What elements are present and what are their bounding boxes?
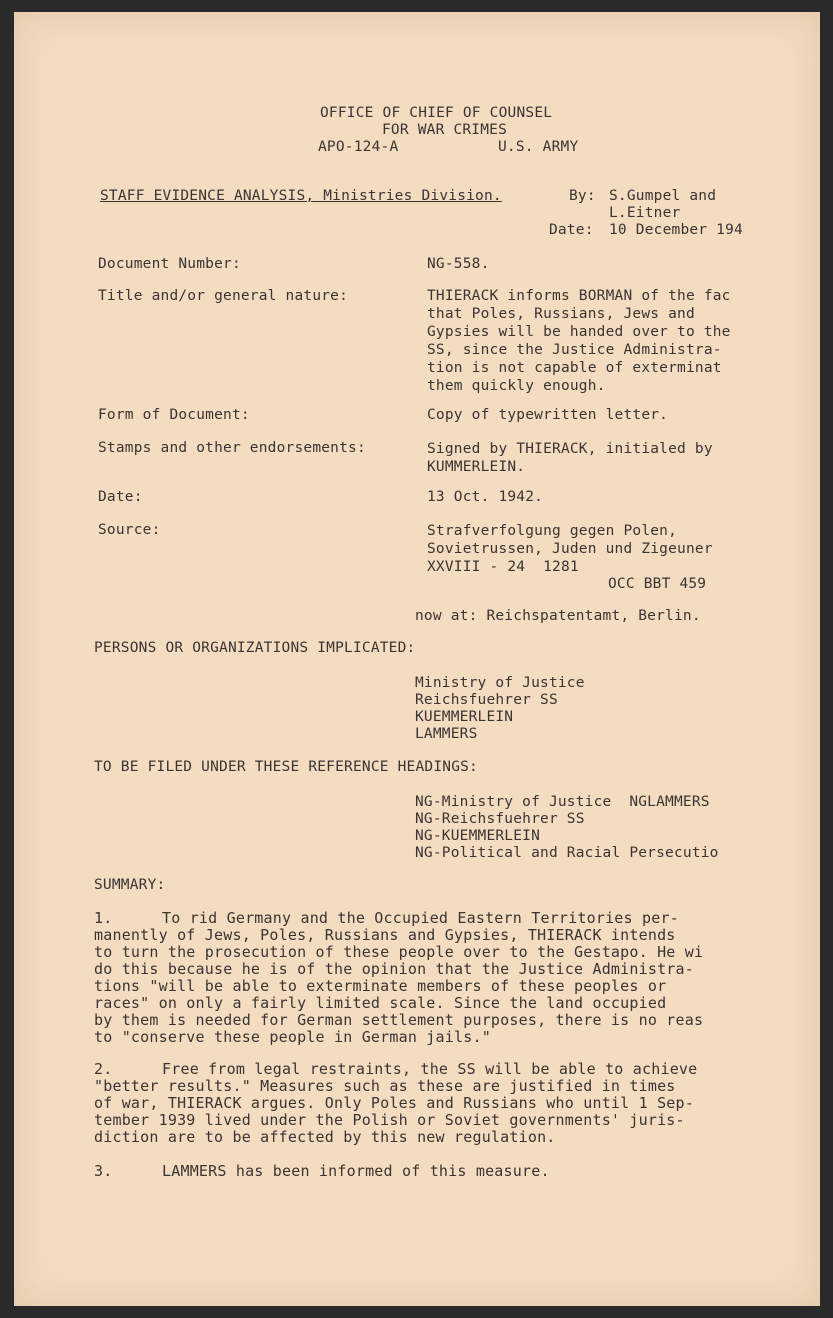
header-army: U.S. ARMY [498,139,579,155]
headings-item: NG-Ministry of Justice NGLAMMERS [415,794,710,810]
persons-heading: PERSONS OR ORGANIZATIONS IMPLICATED: [94,640,416,656]
title-line: Gypsies will be handed over to the [427,324,731,340]
summary-p2-line: "better results." Measures such as these are justified in times [94,1077,676,1095]
persons-item: KUEMMERLEIN [415,709,514,725]
source-occ: OCC BBT 459 [608,576,707,592]
persons-item: Reichsfuehrer SS [415,692,558,708]
doc-number-value: NG-558. [427,256,490,272]
title-line: tion is not capable of exterminat [427,360,722,376]
summary-p1-line: races" on only a fairly limited scale. Since the land occupied [94,994,667,1012]
summary-p2-line: of war, THIERACK argues. Only Poles and Russians who until 1 Sep- [94,1094,694,1112]
summary-p1-line: tions "will be able to exterminate members of these peoples or [94,977,667,995]
summary-p3-number: 3. [94,1162,113,1180]
summary-p3-text: LAMMERS has been informed of this measure. [162,1162,550,1180]
analysis-by-label: By: [569,188,596,204]
summary-p2-line: diction are to be affected by this new regulation. [94,1128,556,1146]
source-line: XXVIII - 24 1281 [427,559,579,575]
headings-heading: TO BE FILED UNDER THESE REFERENCE HEADINGS: [94,759,478,775]
summary-p1-line: do this because he is of the opinion that the Justice Administra- [94,960,694,978]
header-war-crimes: FOR WAR CRIMES [382,122,508,138]
stamps-line: Signed by THIERACK, initialed by [427,441,713,457]
analysis-title: STAFF EVIDENCE ANALYSIS, Ministries Division. [100,188,502,204]
analysis-by-name1: S.Gumpel and [609,188,717,204]
summary-p2-line: Free from legal restraints, the SS will be able to achieve [162,1060,698,1078]
source-line: Strafverfolgung gegen Polen, [427,523,678,539]
headings-item: NG-Reichsfuehrer SS [415,811,585,827]
analysis-date-label: Date: [549,222,594,238]
persons-item: LAMMERS [415,726,478,742]
title-line: THIERACK informs BORMAN of the fac [427,288,731,304]
source-label: Source: [98,522,161,538]
headings-item: NG-Political and Racial Persecutio [415,845,719,861]
summary-heading: SUMMARY: [94,877,166,893]
date-value: 13 Oct. 1942. [427,489,544,505]
summary-p2-line: tember 1939 lived under the Polish or Soviet governments' juris- [94,1111,685,1129]
summary-p1-line: manently of Jews, Poles, Russians and Gypsies, THIERACK intends [94,926,676,944]
title-line: that Poles, Russians, Jews and [427,306,695,322]
title-line: SS, since the Justice Administra- [427,342,722,358]
headings-item: NG-KUEMMERLEIN [415,828,541,844]
header-apo: APO-124-A [318,139,399,155]
form-label: Form of Document: [98,407,250,423]
persons-item: Ministry of Justice [415,675,585,691]
summary-p1-line: to turn the prosecution of these people over to the Gestapo. He wi [94,943,704,961]
title-line: them quickly enough. [427,378,606,394]
header-office: OFFICE OF CHIEF OF COUNSEL [320,105,553,121]
form-value: Copy of typewritten letter. [427,407,669,423]
stamps-line: KUMMERLEIN. [427,459,526,475]
source-now: now at: Reichspatentamt, Berlin. [415,608,701,624]
document-page [14,12,820,1306]
summary-p1-line: by them is needed for German settlement purposes, there is no reas [94,1011,704,1029]
source-line: Sovietrussen, Juden und Zigeuner [427,541,713,557]
summary-p1-line: to "conserve these people in German jails." [94,1028,491,1046]
summary-p2-number: 2. [94,1060,113,1078]
analysis-date-value: 10 December 194 [609,222,743,238]
doc-number-label: Document Number: [98,256,241,272]
analysis-by-name2: L.Eitner [609,205,681,221]
summary-p1-line: To rid Germany and the Occupied Eastern Territories per- [162,909,679,927]
stamps-label: Stamps and other endorsements: [98,440,366,456]
date-label: Date: [98,489,143,505]
title-label: Title and/or general nature: [98,288,349,304]
summary-p1-number: 1. [94,909,113,927]
